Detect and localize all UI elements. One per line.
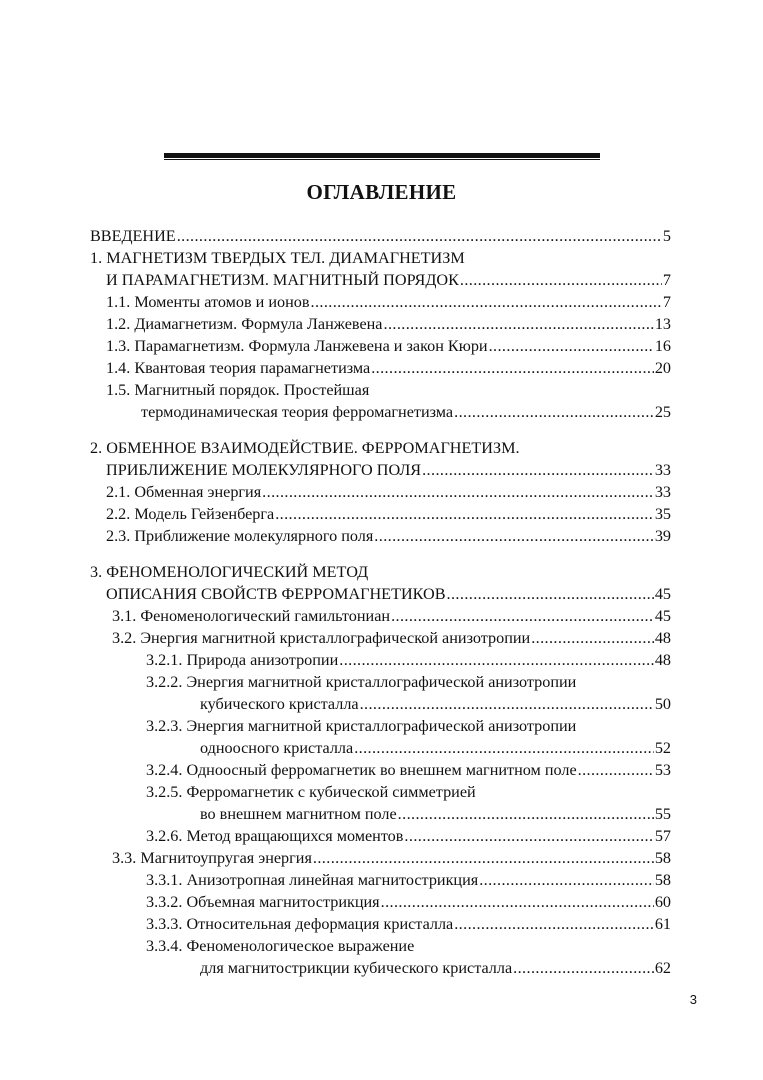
toc-leader-dots [578, 759, 654, 781]
toc-entry [146, 759, 671, 781]
toc-entry [106, 583, 671, 605]
toc-entry-page: 52 [654, 739, 671, 757]
toc-entry-title: 1.5. Магнитный порядок. Простейшая [106, 381, 370, 399]
toc-entry [146, 935, 671, 957]
toc-leader-dots [360, 693, 654, 715]
toc-leader-dots [454, 913, 654, 935]
toc-entry [146, 869, 671, 891]
toc-leader-dots [371, 357, 654, 379]
toc-entry-page: 13 [654, 315, 671, 333]
toc-leader-dots [479, 869, 654, 891]
toc-entry [106, 335, 671, 357]
toc-entry-title: 2. ОБМЕННОЕ ВЗАИМОДЕЙСТВИЕ. ФЕРРОМАГНЕТИЗМ. [90, 439, 520, 457]
toc-entry-title: 3.3.4. Феноменологическое выражение [146, 937, 415, 955]
toc-entry-page: 45 [654, 607, 671, 625]
toc-entry-title: 3.2.6. Метод вращающихся моментов [146, 827, 404, 845]
toc-entry-title: 2.2. Модель Гейзенберга [106, 505, 275, 523]
toc-leader-dots [262, 481, 654, 503]
toc-leader-dots [404, 825, 653, 847]
toc-entry-page: 55 [654, 805, 671, 823]
toc-leader-dots [489, 335, 654, 357]
toc-entry [146, 649, 671, 671]
toc-entry-page: 61 [654, 915, 671, 933]
toc-entry-title: 3.2.4. Одноосный ферромагнетик во внешнем магнитном поле [146, 761, 577, 779]
toc-entry [146, 715, 671, 737]
toc-entry-title: термодинамическая теория ферромагнетизма [141, 403, 454, 421]
toc-entry-title: ПРИБЛИЖЕНИЕ МОЛЕКУЛЯРНОГО ПОЛЯ [106, 461, 422, 479]
toc-entry [90, 561, 671, 583]
toc-entry-title: 2.3. Приближение молекулярного поля [106, 527, 374, 545]
toc-entry-page: 58 [654, 871, 671, 889]
toc-leader-dots [531, 627, 654, 649]
toc-leader-dots [275, 503, 654, 525]
toc-entry [200, 737, 671, 759]
toc-entry-page: 62 [654, 959, 671, 977]
toc-entry-page: 58 [654, 849, 671, 867]
toc-entry [146, 891, 671, 913]
toc-entry [106, 379, 671, 401]
toc-entry-title: во внешнем магнитном поле [200, 805, 397, 823]
toc-entry-title: 1.4. Квантовая теория парамагнетизма [106, 359, 371, 377]
toc-entry [146, 913, 671, 935]
toc-entry [200, 957, 671, 979]
toc-leader-dots [381, 891, 654, 913]
toc-entry-page: 5 [662, 227, 671, 245]
toc-entry [106, 459, 671, 481]
toc-leader-dots [513, 957, 654, 979]
toc-entry [112, 605, 671, 627]
toc-leader-dots [374, 525, 654, 547]
toc-leader-dots [311, 291, 662, 313]
toc-entry-page: 33 [654, 461, 671, 479]
toc-entry-title: ОПИСАНИЯ СВОЙСТВ ФЕРРОМАГНЕТИКОВ [106, 585, 446, 603]
toc-entry-title: кубического кристалла [200, 695, 359, 713]
toc-entry-title: И ПАРАМАГНЕТИЗМ. МАГНИТНЫЙ ПОРЯДОК [106, 271, 459, 289]
toc-entry-title: 1.1. Моменты атомов и ионов [106, 293, 310, 311]
toc-leader-dots [339, 649, 654, 671]
toc-entry [90, 247, 671, 269]
top-rule-thin [164, 159, 600, 160]
toc-entry [106, 481, 671, 503]
toc-entry-page: 20 [654, 359, 671, 377]
toc-entry-title: 3.2. Энергия магнитной кристаллографической анизотропии [112, 629, 531, 647]
toc-entry-title: 3.2.1. Природа анизотропии [146, 651, 339, 669]
toc-entry-page: 50 [654, 695, 671, 713]
toc-entry [106, 291, 671, 313]
toc-entry-title: 1.3. Парамагнетизм. Формула Ланжевена и закон Кюри [106, 337, 488, 355]
toc-entry [200, 803, 671, 825]
toc-leader-dots [398, 803, 654, 825]
toc-entry-page: 60 [654, 893, 671, 911]
toc-entry-title: 3.3.2. Объемная магнитострикция [146, 893, 380, 911]
toc-entry-title: 3.3.1. Анизотропная линейная магнитострикция [146, 871, 479, 889]
toc-entry-page: 25 [654, 403, 671, 421]
toc-entry [106, 313, 671, 335]
toc-entry [112, 627, 671, 649]
toc-entry-page: 48 [654, 629, 671, 647]
toc-entry-title: 3. ФЕНОМЕНОЛОГИЧЕСКИЙ МЕТОД [90, 563, 369, 581]
toc-leader-dots [454, 401, 654, 423]
toc-heading: ОГЛАВЛЕНИЕ [306, 180, 457, 204]
toc-entry [106, 357, 671, 379]
toc-entry-title: 3.3.3. Относительная деформация кристалла [146, 915, 454, 933]
toc-entry [200, 693, 671, 715]
toc-entry-page: 53 [654, 761, 671, 779]
toc-entry-title: 3.2.2. Энергия магнитной кристаллографической анизотропии [146, 673, 577, 691]
toc-entry [106, 503, 671, 525]
toc-entry-title: 3.2.5. Ферромагнетик с кубической симметрией [146, 783, 476, 801]
toc-entry-title: одноосного кристалла [200, 739, 354, 757]
toc-leader-dots [313, 847, 654, 869]
toc-leader-dots [447, 583, 654, 605]
toc-entry-page: 39 [654, 527, 671, 545]
toc-entry-title: 3.1. Феноменологический гамильтониан [112, 607, 391, 625]
toc-entry-title: 1. МАГНЕТИЗМ ТВЕРДЫХ ТЕЛ. ДИАМАГНЕТИЗМ [90, 249, 465, 267]
toc-entry-title: 1.2. Диамагнетизм. Формула Ланжевена [106, 315, 383, 333]
toc-leader-dots [460, 269, 662, 291]
toc-entry-page: 16 [654, 337, 671, 355]
toc-entry-title: 2.1. Обменная энергия [106, 483, 262, 501]
toc-entry-title: 3.2.3. Энергия магнитной кристаллографической анизотропии [146, 717, 577, 735]
toc-leader-dots [391, 605, 654, 627]
toc-entry [90, 437, 671, 459]
toc-entry [106, 525, 671, 547]
toc-leader-dots [384, 313, 654, 335]
toc-entry-page: 7 [662, 271, 671, 289]
toc-entry-page: 45 [654, 585, 671, 603]
toc-entry-page: 33 [654, 483, 671, 501]
toc-entry [146, 825, 671, 847]
page-number: 3 [689, 992, 697, 1007]
toc-entry-title: 3.3. Магнитоупругая энергия [112, 849, 312, 867]
toc-entry [106, 269, 671, 291]
toc-entry-page: 7 [662, 293, 671, 311]
toc-entry [112, 847, 671, 869]
toc-leader-dots [354, 737, 654, 759]
toc-entry [141, 401, 671, 423]
toc-entry-title: ВВЕДЕНИЕ [90, 227, 176, 245]
toc-entry [146, 671, 671, 693]
toc-entry [146, 781, 671, 803]
top-rule-thick [164, 153, 600, 158]
toc-entry-page: 48 [654, 651, 671, 669]
toc-entry-page: 57 [654, 827, 671, 845]
toc-leader-dots [422, 459, 654, 481]
toc-entry [90, 225, 671, 247]
toc-entry-page: 35 [654, 505, 671, 523]
toc-entry-title: для магнитострикции кубического кристалла [200, 959, 513, 977]
toc-leader-dots [177, 225, 662, 247]
